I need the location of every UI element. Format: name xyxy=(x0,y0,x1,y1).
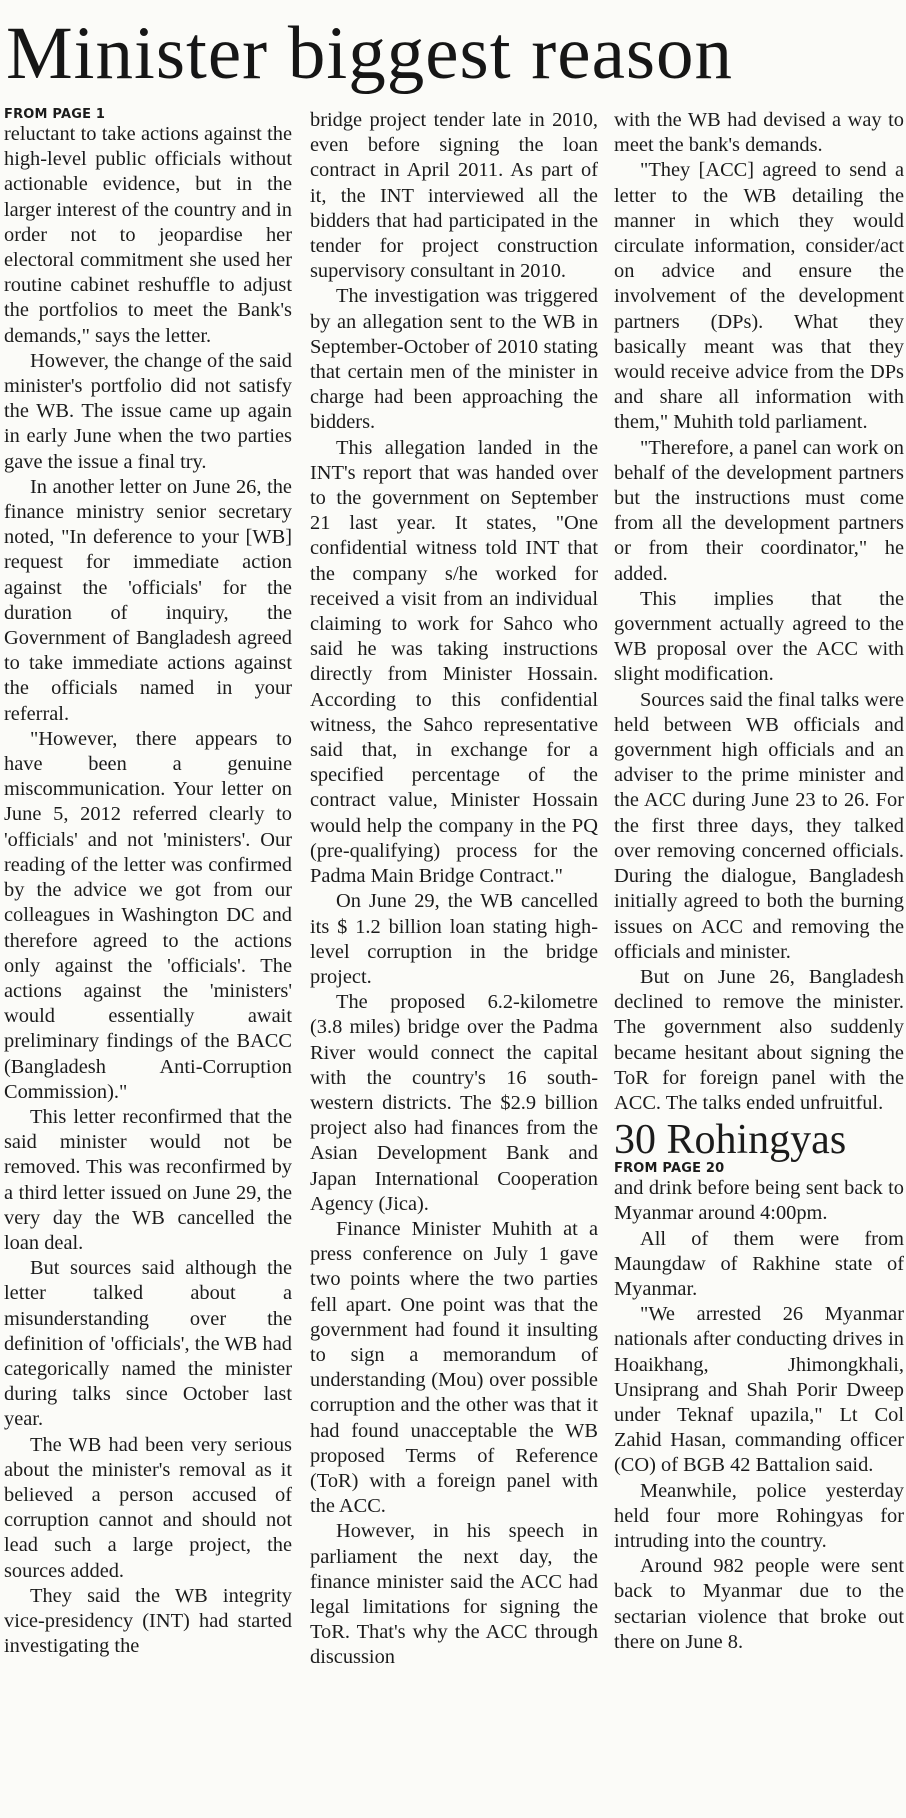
paragraph: All of them were from Maungdaw of Rakhine state of Myanmar. xyxy=(614,1227,904,1300)
paragraph: But sources said although the letter talked about a misunderstanding over the definition of 'officials', the WB had categorically named the minister during talks since October last year. xyxy=(4,1257,292,1431)
paragraph: However, the change of the said minister's portfolio did not satisfy the WB. The issue came up again in early June when the two parties gave the issue a final try. xyxy=(4,349,292,473)
paragraph: The investigation was triggered by an allegation sent to the WB in September-October of 2010 stating that certain men of the minister in charge had been approaching the bidders. xyxy=(310,285,598,434)
column-2 xyxy=(310,108,598,1814)
paragraph: Around 982 people were sent back to Myanmar due to the sectarian violence that broke out there on June 8. xyxy=(614,1555,904,1653)
column-3 xyxy=(614,108,904,1814)
paragraph: The WB had been very serious about the minister's removal as it believed a person accused of corruption cannot and should not lead such a large project, the sources added. xyxy=(4,1433,292,1582)
paragraph: Sources said the final talks were held between WB officials and government high officials and an adviser to the prime minister and the ACC during June 23 to 26. For the first three days, they talked over removing concerned officials. During the dialogue, Bangladesh initially agreed to both the burning issues on ACC and removing the officials and minister. xyxy=(614,688,904,963)
paragraph: But on June 26, Bangladesh declined to remove the minister. The government also suddenly became hesitant about signing the ToR for foreign panel with the ACC. The talks ended unfruitful. xyxy=(614,965,904,1114)
paragraph: However, in his speech in parliament the next day, the finance minister said the ACC had legal limitations for signing the ToR. That's why the ACC through discussion xyxy=(310,1520,598,1669)
paragraph: In another letter on June 26, the finance ministry senior secretary noted, "In deference to your [WB] request for immediate action against the 'officials' for the duration of inquiry, the Government of Bangladesh agreed to take immediate actions against the officials named in your referral. xyxy=(4,475,292,725)
paragraph: Finance Minister Muhith at a press conference on July 1 gave two points where the two parties fell apart. One point was that the government had found it insulting to sign a memorandum of understanding (Mou) over possible corruption and the other was that it had found unacceptable the WB proposed Terms of Reference (ToR) with a foreign panel with the ACC. xyxy=(310,1217,598,1518)
paragraph: reluctant to take actions against the high-level public officials without actionable evidence, but in the larger interest of the country and in order not to jeopardise her electoral commitment she used her routine cabinet reshuffle to adjust the portfolios to meet the Bank's demands," says the letter. xyxy=(4,123,292,347)
column-1 xyxy=(4,108,292,1814)
kicker-from-page-1: FROM PAGE 1 xyxy=(4,108,106,122)
paragraph: and drink before being sent back to Myanmar around 4:00pm. xyxy=(614,1177,904,1225)
paragraph: "Therefore, a panel can work on behalf of the development partners but the instructions must come from all the development partners or from their coordinator," he added. xyxy=(614,436,904,585)
paragraph: The proposed 6.2-kilometre (3.8 miles) bridge over the Padma River would connect the capital with the country's 16 south-western districts. The $2.9 billion project also had finances from the Asian Development Bank and Japan International Cooperation Agency (Jica). xyxy=(310,991,598,1215)
paragraph: This letter reconfirmed that the said minister would not be removed. This was reconfirmed by a third letter issued on June 29, the very day the WB cancelled the loan deal. xyxy=(4,1105,292,1254)
paragraph: "However, there appears to have been a genuine miscommunication. Your letter on June 5, 2012 referred clearly to 'officials' and not 'ministers'. Our reading of the letter was confirmed by the advice we got from our colleagues in Washington DC and therefore agreed to the actions only against the 'officials'. The actions against the 'ministers' would essentially await preliminary findings of the BACC (Bangladesh Anti-Corruption Commission)." xyxy=(4,727,292,1103)
rohingyas-headline: 30 Rohingyas xyxy=(614,1117,847,1164)
paragraph: This allegation landed in the INT's report that was handed over to the government on September 21 last year. It states, "One confidential witness told INT that the company s/he worked for received a visit from an individual claiming to work for Sahco who said he was taking instructions directly from Minister Hossain. According to this confidential witness, the Sahco representative said that, in exchange for a specified percentage of the contract value, Minister Hossain would help the company in the PQ (pre-qualifying) process for the Padma Main Bridge Contract." xyxy=(310,436,598,888)
paragraph: On June 29, the WB cancelled its $ 1.2 billion loan stating high-level corruption in the bridge project. xyxy=(310,890,598,988)
paragraph: This implies that the government actually agreed to the WB proposal over the ACC with slight modification. xyxy=(614,587,904,686)
paragraph: bridge project tender late in 2010, even before signing the loan contract in April 2011. As part of it, the INT interviewed all the bidders that had participated in the tender for project construction supervisory consultant in 2010. xyxy=(310,109,598,283)
paragraph: "They [ACC] agreed to send a letter to the WB detailing the manner in which they would circulate information, consider/act on advice and ensure the involvement of the development partners (DPs). What they basically meant was that they would receive advice from the DPs and share all information with them," Muhith told parliament. xyxy=(614,159,904,434)
paragraph: They said the WB integrity vice-presidency (INT) had started investigating the xyxy=(4,1584,292,1658)
paragraph: with the WB had devised a way to meet the bank's demands. xyxy=(614,109,904,157)
paragraph: Meanwhile, police yesterday held four more Rohingyas for intruding into the country. xyxy=(614,1479,904,1552)
kicker-from-page-20: FROM PAGE 20 xyxy=(614,1161,725,1177)
paragraph: "We arrested 26 Myanmar nationals after conducting drives in Hoaikhang, Jhimongkhali, Unsiprang and Shah Porir Dweep under Teknaf upazila," Lt Col Zahid Hasan, commanding officer (CO) of BGB 42 Battalion said. xyxy=(614,1303,904,1477)
headline: Minister biggest reason xyxy=(6,12,734,95)
